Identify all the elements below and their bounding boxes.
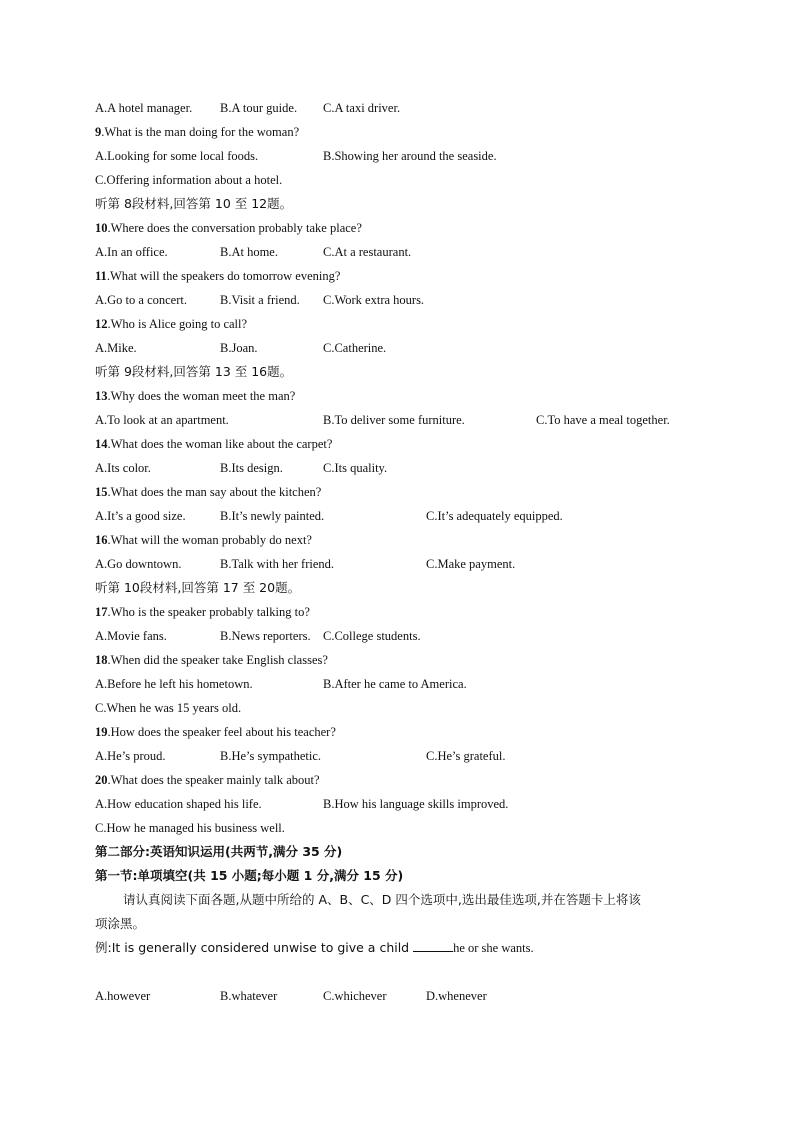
q9-option-c-line	[95, 172, 282, 188]
q10-number: 10	[95, 221, 108, 235]
q19-option-b: B.He’s sympathetic.	[220, 749, 322, 763]
answer-blank	[413, 940, 453, 952]
example-option-b: B.whatever	[220, 989, 278, 1003]
q19-number: 19	[95, 725, 108, 739]
q10-option-b: B.At home.	[220, 245, 278, 259]
q18-text: .When did the speaker take English classes?	[107, 653, 328, 667]
q8-option-b: B.A tour guide.	[220, 101, 298, 115]
q8-option-c: C.A taxi driver.	[323, 101, 401, 115]
example-sentence	[95, 940, 534, 956]
q13-number: 13	[95, 389, 108, 403]
example-option-a: A.however	[95, 989, 151, 1003]
q19-stem	[95, 724, 336, 740]
q20-number: 20	[95, 773, 108, 787]
q10-stem	[95, 220, 362, 236]
section-8-heading: 听第 8段材料,回答第 10 至 12题。	[95, 196, 293, 211]
q19-option-a: A.He’s proud.	[95, 749, 166, 763]
q15-stem	[95, 484, 321, 500]
q20-text: .What does the speaker mainly talk about?	[107, 773, 320, 787]
q11-option-c: C.Work extra hours.	[323, 293, 425, 307]
q9-number: 9	[95, 125, 102, 139]
q16-option-a: A.Go downtown.	[95, 557, 182, 571]
section-1-heading: 第一节:单项填空(共 15 小题;每小题 1 分,满分 15 分)	[95, 868, 404, 883]
q15-option-a: A.It’s a good size.	[95, 509, 186, 523]
q11-option-a: A.Go to a concert.	[95, 293, 187, 307]
q17-number: 17	[95, 605, 108, 619]
q12-text: .Who is Alice going to call?	[107, 317, 248, 331]
q9-option-a: A.Looking for some local foods.	[95, 149, 259, 163]
q13-option-c: C.To have a meal together.	[536, 413, 670, 427]
q9-stem	[95, 124, 299, 140]
q20-option-c: C.How he managed his business well.	[95, 821, 285, 835]
q11-stem	[95, 268, 340, 284]
q17-stem	[95, 604, 310, 620]
q20-option-b: B.How his language skills improved.	[323, 797, 509, 811]
q20-stem	[95, 772, 320, 788]
q10-option-a: A.In an office.	[95, 245, 168, 259]
q18-number: 18	[95, 653, 108, 667]
q14-number: 14	[95, 437, 108, 451]
q12-option-b: B.Joan.	[220, 341, 258, 355]
instructions-line-1: 请认真阅读下面各题,从题中所给的 A、B、C、D 四个选项中,选出最佳选项,并在答题卡上将该	[123, 892, 641, 907]
section-9-heading: 听第 9段材料,回答第 13 至 16题。	[95, 364, 293, 379]
section-10-heading: 听第 10段材料,回答第 17 至 20题。	[95, 580, 301, 595]
q10-text: .Where does the conversation probably take place?	[107, 221, 362, 235]
q16-stem	[95, 532, 312, 548]
q20-option-a: A.How education shaped his life.	[95, 797, 262, 811]
q9-text: .What is the man doing for the woman?	[101, 125, 300, 139]
q14-text: .What does the woman like about the carpet?	[107, 437, 333, 451]
q18-option-b: B.After he came to America.	[323, 677, 467, 691]
q12-stem	[95, 316, 247, 332]
example-option-c: C.whichever	[323, 989, 387, 1003]
example-option-d: D.whenever	[426, 989, 487, 1003]
q11-option-b: B.Visit a friend.	[220, 293, 300, 307]
q14-option-b: B.Its design.	[220, 461, 283, 475]
q16-option-c: C.Make payment.	[426, 557, 516, 571]
q12-number: 12	[95, 317, 108, 331]
q12-option-c: C.Catherine.	[323, 341, 387, 355]
q15-option-c: C.It’s adequately equipped.	[426, 509, 563, 523]
q17-text: .Who is the speaker probably talking to?	[107, 605, 310, 619]
part-2-heading: 第二部分:英语知识运用(共两节,满分 35 分)	[95, 844, 343, 859]
q13-text: .Why does the woman meet the man?	[107, 389, 296, 403]
q10-option-c: C.At a restaurant.	[323, 245, 412, 259]
q15-text: .What does the man say about the kitchen?	[107, 485, 322, 499]
q17-option-a: A.Movie fans.	[95, 629, 167, 643]
q15-number: 15	[95, 485, 108, 499]
q18-stem	[95, 652, 328, 668]
q13-option-a: A.To look at an apartment.	[95, 413, 229, 427]
q18-option-a: A.Before he left his hometown.	[95, 677, 253, 691]
q16-text: .What will the woman probably do next?	[107, 533, 312, 547]
q13-stem	[95, 388, 295, 404]
q14-option-a: A.Its color.	[95, 461, 151, 475]
q14-stem	[95, 436, 332, 452]
q17-option-b: B.News reporters.	[220, 629, 311, 643]
q11-text: .What will the speakers do tomorrow evening?	[106, 269, 341, 283]
q20-option-c-line	[95, 820, 285, 836]
q9-option-c: C.Offering information about a hotel.	[95, 173, 283, 187]
q18-option-c-line	[95, 700, 241, 716]
q8-option-a: A.A hotel manager.	[95, 101, 193, 115]
q15-option-b: B.It’s newly painted.	[220, 509, 325, 523]
q12-option-a: A.Mike.	[95, 341, 137, 355]
q17-option-c: C.College students.	[323, 629, 421, 643]
q9-option-b: B.Showing her around the seaside.	[323, 149, 497, 163]
q19-option-c: C.He’s grateful.	[426, 749, 506, 763]
q13-option-b: B.To deliver some furniture.	[323, 413, 465, 427]
q16-number: 16	[95, 533, 108, 547]
q16-option-b: B.Talk with her friend.	[220, 557, 335, 571]
example-prefix: 例:It is generally considered unwise to give a child	[95, 940, 414, 955]
example-suffix: he or she wants.	[453, 941, 534, 955]
q14-option-c: C.Its quality.	[323, 461, 388, 475]
q18-option-c: C.When he was 15 years old.	[95, 701, 242, 715]
instructions-line-2: 项涂黑。	[95, 916, 146, 931]
q19-text: .How does the speaker feel about his teacher?	[107, 725, 336, 739]
q11-number: 11	[95, 269, 107, 283]
